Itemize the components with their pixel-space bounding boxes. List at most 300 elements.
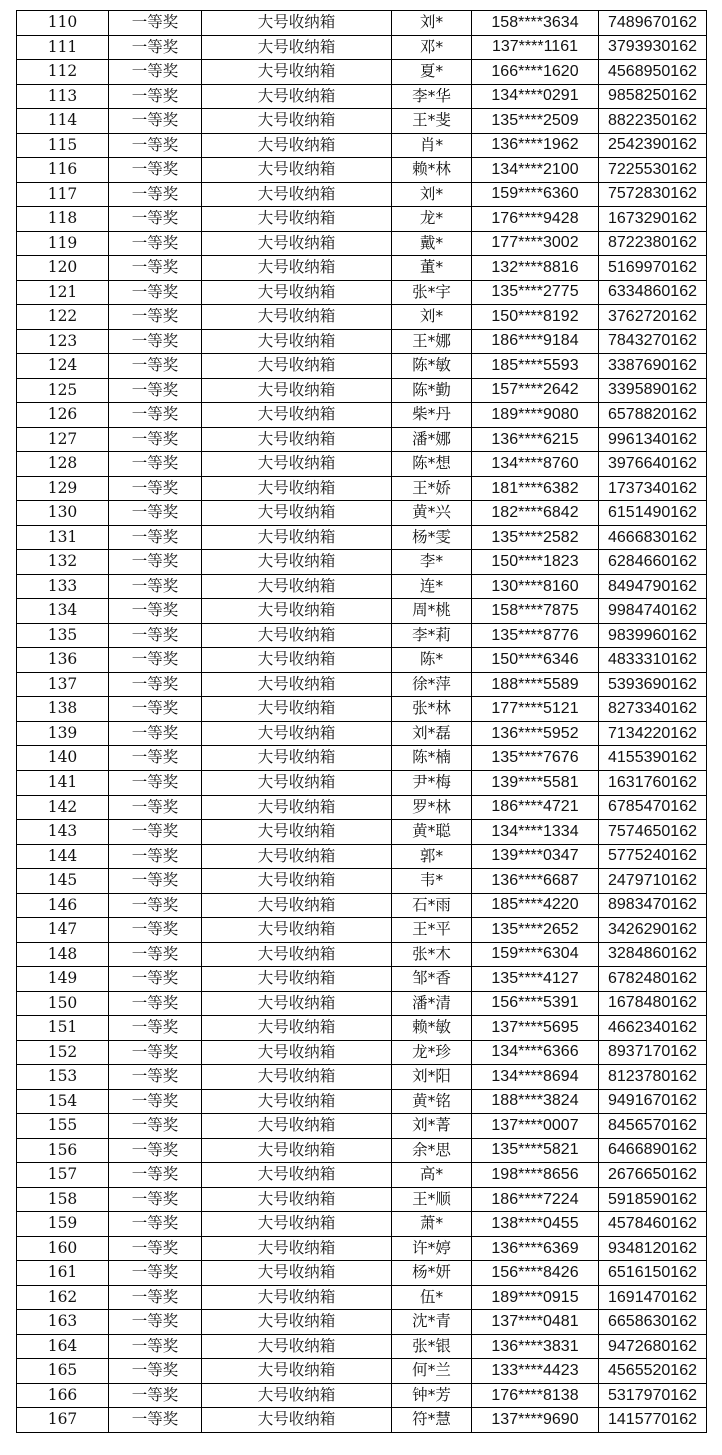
prize-level-cell: 一等奖: [109, 1359, 202, 1384]
row-number-cell: 162: [17, 1285, 109, 1310]
order-code-cell: 4833310162: [599, 648, 707, 673]
prize-item-cell: 大号收纳箱: [202, 1334, 392, 1359]
prize-item-cell: 大号收纳箱: [202, 182, 392, 207]
prize-level-cell: 一等奖: [109, 305, 202, 330]
order-code-cell: 2479710162: [599, 869, 707, 894]
order-code-cell: 4565520162: [599, 1359, 707, 1384]
prize-item-cell: 大号收纳箱: [202, 820, 392, 845]
order-code-cell: 7572830162: [599, 182, 707, 207]
prize-item-cell: 大号收纳箱: [202, 501, 392, 526]
phone-number-cell: 135****7676: [472, 746, 599, 771]
prize-item-cell: 大号收纳箱: [202, 11, 392, 36]
row-number-cell: 130: [17, 501, 109, 526]
prize-level-cell: 一等奖: [109, 1236, 202, 1261]
winner-name-cell: 刘*: [392, 182, 472, 207]
prize-item-cell: 大号收纳箱: [202, 967, 392, 992]
row-number-cell: 149: [17, 967, 109, 992]
row-number-cell: 127: [17, 427, 109, 452]
winner-name-cell: 潘*娜: [392, 427, 472, 452]
table-row: [17, 1187, 707, 1212]
row-number-cell: 122: [17, 305, 109, 330]
winner-name-cell: 张*木: [392, 942, 472, 967]
prize-level-cell: 一等奖: [109, 378, 202, 403]
prize-level-cell: 一等奖: [109, 550, 202, 575]
order-code-cell: 1737340162: [599, 476, 707, 501]
order-code-cell: 9961340162: [599, 427, 707, 452]
winner-name-cell: 陈*勤: [392, 378, 472, 403]
winner-name-cell: 赖*林: [392, 158, 472, 183]
winner-name-cell: 刘*菁: [392, 1114, 472, 1139]
order-code-cell: 6334860162: [599, 280, 707, 305]
phone-number-cell: 198****8656: [472, 1163, 599, 1188]
prize-level-cell: 一等奖: [109, 1310, 202, 1335]
prize-level-cell: 一等奖: [109, 1408, 202, 1433]
prize-item-cell: 大号收纳箱: [202, 231, 392, 256]
prize-item-cell: 大号收纳箱: [202, 60, 392, 85]
row-number-cell: 152: [17, 1040, 109, 1065]
row-number-cell: 154: [17, 1089, 109, 1114]
order-code-cell: 6151490162: [599, 501, 707, 526]
prize-level-cell: 一等奖: [109, 599, 202, 624]
phone-number-cell: 177****5121: [472, 697, 599, 722]
phone-number-cell: 136****6687: [472, 869, 599, 894]
winner-name-cell: 周*桃: [392, 599, 472, 624]
prize-item-cell: 大号收纳箱: [202, 1310, 392, 1335]
prize-item-cell: 大号收纳箱: [202, 1359, 392, 1384]
phone-number-cell: 135****2652: [472, 918, 599, 943]
table-row: [17, 721, 707, 746]
winner-name-cell: 刘*: [392, 305, 472, 330]
table-row: [17, 893, 707, 918]
phone-number-cell: 156****8426: [472, 1261, 599, 1286]
winner-name-cell: 许*婷: [392, 1236, 472, 1261]
row-number-cell: 128: [17, 452, 109, 477]
phone-number-cell: 186****9184: [472, 329, 599, 354]
winner-name-cell: 赖*敏: [392, 1016, 472, 1041]
winner-name-cell: 邓*: [392, 35, 472, 60]
table-row: [17, 1236, 707, 1261]
row-number-cell: 143: [17, 820, 109, 845]
winner-name-cell: 郭*: [392, 844, 472, 869]
prize-level-cell: 一等奖: [109, 1163, 202, 1188]
prize-level-cell: 一等奖: [109, 991, 202, 1016]
winner-name-cell: 徐*萍: [392, 672, 472, 697]
table-row: [17, 329, 707, 354]
phone-number-cell: 138****0455: [472, 1212, 599, 1237]
row-number-cell: 166: [17, 1383, 109, 1408]
winner-name-cell: 王*娇: [392, 476, 472, 501]
row-number-cell: 156: [17, 1138, 109, 1163]
prize-item-cell: 大号收纳箱: [202, 844, 392, 869]
table-row: [17, 1065, 707, 1090]
table-row: [17, 820, 707, 845]
row-number-cell: 131: [17, 525, 109, 550]
order-code-cell: 1631760162: [599, 770, 707, 795]
order-code-cell: 8456570162: [599, 1114, 707, 1139]
row-number-cell: 159: [17, 1212, 109, 1237]
prize-item-cell: 大号收纳箱: [202, 574, 392, 599]
prize-level-cell: 一等奖: [109, 501, 202, 526]
prize-item-cell: 大号收纳箱: [202, 1212, 392, 1237]
table-row: [17, 1163, 707, 1188]
table-row: [17, 746, 707, 771]
order-code-cell: 3976640162: [599, 452, 707, 477]
prize-level-cell: 一等奖: [109, 256, 202, 281]
prize-level-cell: 一等奖: [109, 525, 202, 550]
order-code-cell: 4666830162: [599, 525, 707, 550]
prize-level-cell: 一等奖: [109, 329, 202, 354]
order-code-cell: 4568950162: [599, 60, 707, 85]
winner-name-cell: 龙*珍: [392, 1040, 472, 1065]
phone-number-cell: 156****5391: [472, 991, 599, 1016]
winner-name-cell: 张*银: [392, 1334, 472, 1359]
phone-number-cell: 137****1161: [472, 35, 599, 60]
row-number-cell: 111: [17, 35, 109, 60]
table-row: [17, 280, 707, 305]
table-row: [17, 207, 707, 232]
phone-number-cell: 137****9690: [472, 1408, 599, 1433]
prize-level-cell: 一等奖: [109, 721, 202, 746]
order-code-cell: 9839960162: [599, 623, 707, 648]
table-row: [17, 1408, 707, 1433]
order-code-cell: 1678480162: [599, 991, 707, 1016]
winner-name-cell: 韦*: [392, 869, 472, 894]
table-row: [17, 672, 707, 697]
order-code-cell: 9858250162: [599, 84, 707, 109]
winner-name-cell: 罗*林: [392, 795, 472, 820]
phone-number-cell: 136****3831: [472, 1334, 599, 1359]
row-number-cell: 161: [17, 1261, 109, 1286]
prize-level-cell: 一等奖: [109, 1187, 202, 1212]
prize-item-cell: 大号收纳箱: [202, 354, 392, 379]
prize-level-cell: 一等奖: [109, 1261, 202, 1286]
order-code-cell: 5918590162: [599, 1187, 707, 1212]
order-code-cell: 6782480162: [599, 967, 707, 992]
row-number-cell: 151: [17, 1016, 109, 1041]
table-row: [17, 525, 707, 550]
order-code-cell: 9472680162: [599, 1334, 707, 1359]
winner-name-cell: 连*: [392, 574, 472, 599]
table-row: [17, 158, 707, 183]
prize-level-cell: 一等奖: [109, 967, 202, 992]
row-number-cell: 125: [17, 378, 109, 403]
table-row: [17, 305, 707, 330]
table-row: [17, 1359, 707, 1384]
phone-number-cell: 166****1620: [472, 60, 599, 85]
winner-name-cell: 余*思: [392, 1138, 472, 1163]
order-code-cell: 4155390162: [599, 746, 707, 771]
order-code-cell: 7225530162: [599, 158, 707, 183]
prize-level-cell: 一等奖: [109, 844, 202, 869]
winner-name-cell: 黄*聪: [392, 820, 472, 845]
prize-level-cell: 一等奖: [109, 452, 202, 477]
row-number-cell: 134: [17, 599, 109, 624]
order-code-cell: 7574650162: [599, 820, 707, 845]
table-row: [17, 795, 707, 820]
row-number-cell: 167: [17, 1408, 109, 1433]
prize-level-cell: 一等奖: [109, 893, 202, 918]
row-number-cell: 163: [17, 1310, 109, 1335]
winner-name-cell: 龙*: [392, 207, 472, 232]
winner-name-cell: 夏*: [392, 60, 472, 85]
phone-number-cell: 188****5589: [472, 672, 599, 697]
table-row: [17, 1016, 707, 1041]
winner-name-cell: 陈*敏: [392, 354, 472, 379]
order-code-cell: 3426290162: [599, 918, 707, 943]
prize-item-cell: 大号收纳箱: [202, 133, 392, 158]
table-row: [17, 1334, 707, 1359]
table-row: [17, 501, 707, 526]
phone-number-cell: 135****8776: [472, 623, 599, 648]
row-number-cell: 124: [17, 354, 109, 379]
phone-number-cell: 135****2775: [472, 280, 599, 305]
prize-item-cell: 大号收纳箱: [202, 1065, 392, 1090]
row-number-cell: 132: [17, 550, 109, 575]
prize-level-cell: 一等奖: [109, 942, 202, 967]
order-code-cell: 9348120162: [599, 1236, 707, 1261]
table-row: [17, 623, 707, 648]
winner-name-cell: 陈*想: [392, 452, 472, 477]
phone-number-cell: 186****7224: [472, 1187, 599, 1212]
row-number-cell: 135: [17, 623, 109, 648]
prize-level-cell: 一等奖: [109, 35, 202, 60]
winners-table-body: [17, 11, 707, 1433]
phone-number-cell: 182****6842: [472, 501, 599, 526]
phone-number-cell: 134****0291: [472, 84, 599, 109]
table-row: [17, 109, 707, 134]
phone-number-cell: 158****7875: [472, 599, 599, 624]
row-number-cell: 139: [17, 721, 109, 746]
phone-number-cell: 135****2509: [472, 109, 599, 134]
table-row: [17, 550, 707, 575]
prize-item-cell: 大号收纳箱: [202, 280, 392, 305]
phone-number-cell: 150****8192: [472, 305, 599, 330]
prize-level-cell: 一等奖: [109, 109, 202, 134]
phone-number-cell: 136****1962: [472, 133, 599, 158]
prize-item-cell: 大号收纳箱: [202, 746, 392, 771]
table-row: [17, 1138, 707, 1163]
row-number-cell: 110: [17, 11, 109, 36]
prize-level-cell: 一等奖: [109, 770, 202, 795]
prize-item-cell: 大号收纳箱: [202, 476, 392, 501]
prize-level-cell: 一等奖: [109, 1065, 202, 1090]
table-row: [17, 427, 707, 452]
phone-number-cell: 134****8760: [472, 452, 599, 477]
prize-level-cell: 一等奖: [109, 427, 202, 452]
order-code-cell: 7843270162: [599, 329, 707, 354]
winner-name-cell: 李*: [392, 550, 472, 575]
prize-level-cell: 一等奖: [109, 1285, 202, 1310]
phone-number-cell: 189****0915: [472, 1285, 599, 1310]
row-number-cell: 141: [17, 770, 109, 795]
winner-name-cell: 潘*清: [392, 991, 472, 1016]
prize-item-cell: 大号收纳箱: [202, 427, 392, 452]
row-number-cell: 117: [17, 182, 109, 207]
row-number-cell: 129: [17, 476, 109, 501]
phone-number-cell: 137****0481: [472, 1310, 599, 1335]
winner-name-cell: 杨*妍: [392, 1261, 472, 1286]
row-number-cell: 126: [17, 403, 109, 428]
prize-level-cell: 一等奖: [109, 918, 202, 943]
row-number-cell: 121: [17, 280, 109, 305]
phone-number-cell: 136****6369: [472, 1236, 599, 1261]
prize-item-cell: 大号收纳箱: [202, 35, 392, 60]
order-code-cell: 9984740162: [599, 599, 707, 624]
row-number-cell: 150: [17, 991, 109, 1016]
prize-level-cell: 一等奖: [109, 84, 202, 109]
table-row: [17, 1310, 707, 1335]
order-code-cell: 8722380162: [599, 231, 707, 256]
order-code-cell: 8983470162: [599, 893, 707, 918]
prize-item-cell: 大号收纳箱: [202, 452, 392, 477]
row-number-cell: 137: [17, 672, 109, 697]
row-number-cell: 145: [17, 869, 109, 894]
winner-name-cell: 符*慧: [392, 1408, 472, 1433]
phone-number-cell: 176****8138: [472, 1383, 599, 1408]
prize-item-cell: 大号收纳箱: [202, 1114, 392, 1139]
winner-name-cell: 肖*: [392, 133, 472, 158]
prize-level-cell: 一等奖: [109, 648, 202, 673]
order-code-cell: 6578820162: [599, 403, 707, 428]
order-code-cell: 4578460162: [599, 1212, 707, 1237]
table-row: [17, 476, 707, 501]
row-number-cell: 144: [17, 844, 109, 869]
prize-level-cell: 一等奖: [109, 1114, 202, 1139]
prize-level-cell: 一等奖: [109, 672, 202, 697]
phone-number-cell: 137****0007: [472, 1114, 599, 1139]
prize-level-cell: 一等奖: [109, 869, 202, 894]
phone-number-cell: 132****8816: [472, 256, 599, 281]
prize-item-cell: 大号收纳箱: [202, 403, 392, 428]
row-number-cell: 164: [17, 1334, 109, 1359]
order-code-cell: 1673290162: [599, 207, 707, 232]
prize-item-cell: 大号收纳箱: [202, 1236, 392, 1261]
phone-number-cell: 181****6382: [472, 476, 599, 501]
table-row: [17, 35, 707, 60]
order-code-cell: 6516150162: [599, 1261, 707, 1286]
winner-name-cell: 戴*: [392, 231, 472, 256]
table-row: [17, 844, 707, 869]
row-number-cell: 147: [17, 918, 109, 943]
prize-item-cell: 大号收纳箱: [202, 84, 392, 109]
phone-number-cell: 134****2100: [472, 158, 599, 183]
order-code-cell: 1415770162: [599, 1408, 707, 1433]
table-row: [17, 918, 707, 943]
prize-item-cell: 大号收纳箱: [202, 869, 392, 894]
row-number-cell: 153: [17, 1065, 109, 1090]
winner-name-cell: 陈*: [392, 648, 472, 673]
row-number-cell: 136: [17, 648, 109, 673]
table-row: [17, 452, 707, 477]
row-number-cell: 112: [17, 60, 109, 85]
prize-item-cell: 大号收纳箱: [202, 770, 392, 795]
phone-number-cell: 134****6366: [472, 1040, 599, 1065]
winner-name-cell: 黄*兴: [392, 501, 472, 526]
table-row: [17, 991, 707, 1016]
row-number-cell: 119: [17, 231, 109, 256]
prize-item-cell: 大号收纳箱: [202, 378, 392, 403]
row-number-cell: 155: [17, 1114, 109, 1139]
phone-number-cell: 185****5593: [472, 354, 599, 379]
row-number-cell: 115: [17, 133, 109, 158]
phone-number-cell: 136****5952: [472, 721, 599, 746]
prize-level-cell: 一等奖: [109, 207, 202, 232]
phone-number-cell: 134****8694: [472, 1065, 599, 1090]
prize-item-cell: 大号收纳箱: [202, 256, 392, 281]
prize-level-cell: 一等奖: [109, 403, 202, 428]
phone-number-cell: 139****5581: [472, 770, 599, 795]
winner-name-cell: 柴*丹: [392, 403, 472, 428]
winner-name-cell: 李*华: [392, 84, 472, 109]
phone-number-cell: 186****4721: [472, 795, 599, 820]
winner-name-cell: 黄*铭: [392, 1089, 472, 1114]
prize-item-cell: 大号收纳箱: [202, 672, 392, 697]
winner-name-cell: 刘*阳: [392, 1065, 472, 1090]
prize-item-cell: 大号收纳箱: [202, 599, 392, 624]
table-row: [17, 1285, 707, 1310]
winner-name-cell: 邹*香: [392, 967, 472, 992]
table-row: [17, 697, 707, 722]
winner-name-cell: 石*雨: [392, 893, 472, 918]
prize-item-cell: 大号收纳箱: [202, 893, 392, 918]
prize-item-cell: 大号收纳箱: [202, 697, 392, 722]
winner-name-cell: 尹*梅: [392, 770, 472, 795]
order-code-cell: 5169970162: [599, 256, 707, 281]
table-row: [17, 967, 707, 992]
prize-level-cell: 一等奖: [109, 158, 202, 183]
order-code-cell: 7134220162: [599, 721, 707, 746]
row-number-cell: 113: [17, 84, 109, 109]
phone-number-cell: 135****4127: [472, 967, 599, 992]
winner-name-cell: 高*: [392, 1163, 472, 1188]
prize-item-cell: 大号收纳箱: [202, 1187, 392, 1212]
table-row: [17, 1114, 707, 1139]
table-row: [17, 599, 707, 624]
prize-item-cell: 大号收纳箱: [202, 648, 392, 673]
phone-number-cell: 150****6346: [472, 648, 599, 673]
prize-level-cell: 一等奖: [109, 746, 202, 771]
table-row: [17, 1383, 707, 1408]
order-code-cell: 4662340162: [599, 1016, 707, 1041]
prize-item-cell: 大号收纳箱: [202, 1285, 392, 1310]
prize-level-cell: 一等奖: [109, 697, 202, 722]
table-row: [17, 11, 707, 36]
prize-item-cell: 大号收纳箱: [202, 1138, 392, 1163]
row-number-cell: 158: [17, 1187, 109, 1212]
prize-level-cell: 一等奖: [109, 1016, 202, 1041]
phone-number-cell: 177****3002: [472, 231, 599, 256]
prize-level-cell: 一等奖: [109, 795, 202, 820]
prize-level-cell: 一等奖: [109, 182, 202, 207]
order-code-cell: 8937170162: [599, 1040, 707, 1065]
prize-item-cell: 大号收纳箱: [202, 991, 392, 1016]
phone-number-cell: 158****3634: [472, 11, 599, 36]
order-code-cell: 1691470162: [599, 1285, 707, 1310]
order-code-cell: 8273340162: [599, 697, 707, 722]
winner-name-cell: 伍*: [392, 1285, 472, 1310]
prize-level-cell: 一等奖: [109, 231, 202, 256]
prize-level-cell: 一等奖: [109, 1212, 202, 1237]
table-row: [17, 869, 707, 894]
table-row: [17, 1261, 707, 1286]
prize-level-cell: 一等奖: [109, 574, 202, 599]
prize-level-cell: 一等奖: [109, 476, 202, 501]
phone-number-cell: 189****9080: [472, 403, 599, 428]
order-code-cell: 5775240162: [599, 844, 707, 869]
row-number-cell: 118: [17, 207, 109, 232]
row-number-cell: 116: [17, 158, 109, 183]
prize-level-cell: 一等奖: [109, 354, 202, 379]
